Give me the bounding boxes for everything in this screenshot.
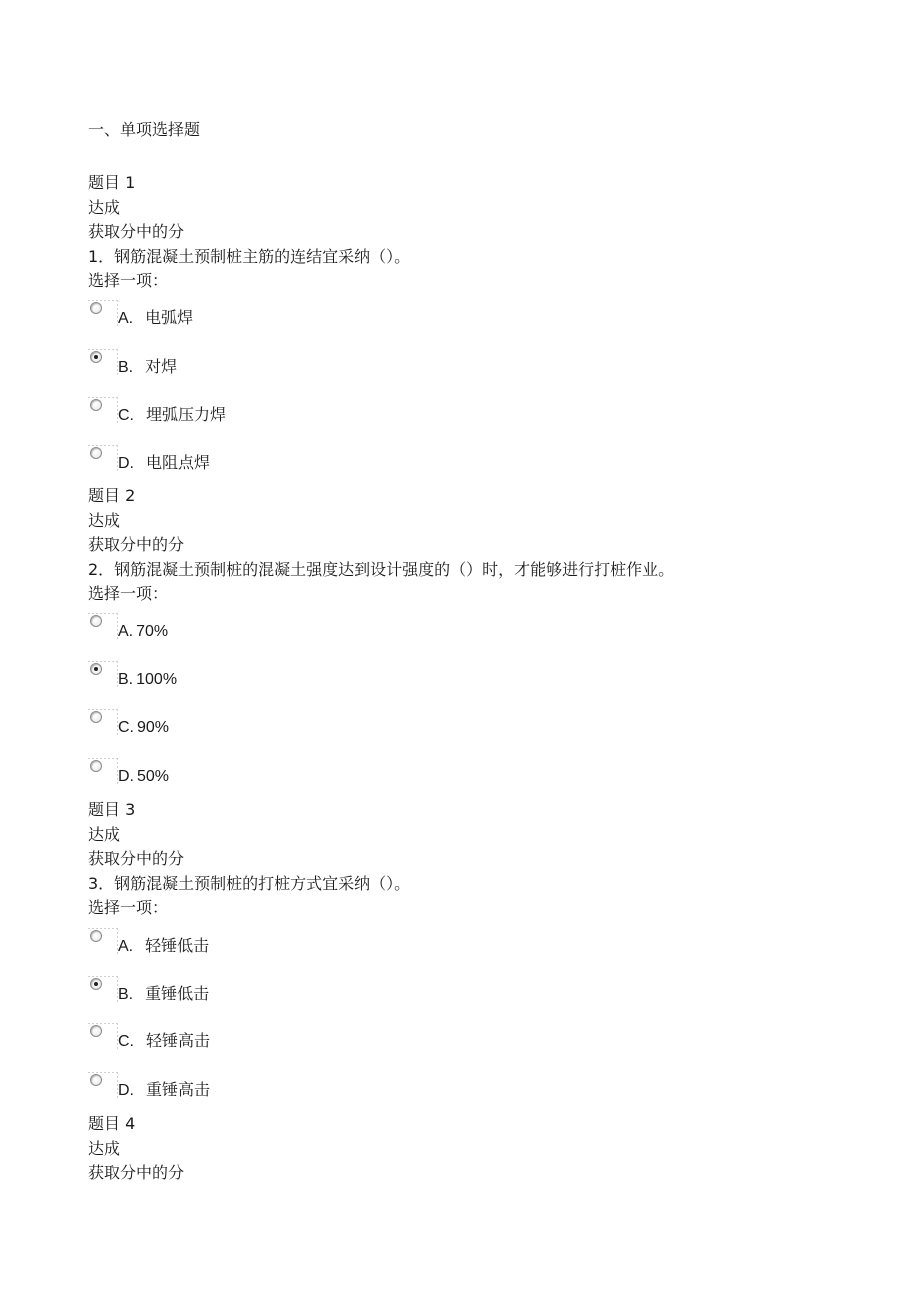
section-title: 一、单项选择题: [88, 120, 201, 139]
question-number: 题目 2: [88, 486, 136, 505]
option-letter: C.: [118, 406, 134, 424]
question-score: 获取分中的分: [88, 535, 185, 554]
option-text: 重锤低击: [145, 983, 210, 1003]
radio-button[interactable]: [90, 1025, 102, 1037]
question-number: 题目 4: [88, 1114, 136, 1133]
option-letter: D.: [118, 454, 134, 472]
radio-frame: [88, 709, 118, 737]
question-number: 题目 1: [88, 173, 136, 192]
radio-button-selected[interactable]: [90, 351, 102, 363]
question-number: 题目 3: [88, 800, 136, 819]
question-score: 获取分中的分: [88, 1163, 185, 1182]
radio-frame: [88, 300, 118, 328]
option-letter: C.: [118, 1032, 134, 1050]
question-1: [88, 171, 888, 472]
radio-button[interactable]: [90, 930, 102, 942]
radio-frame: [88, 976, 118, 1004]
option-text: 100%: [136, 670, 178, 688]
question-text: 1．钢筋混凝土预制桩主筋的连结宜采纳（）。: [88, 246, 411, 266]
option-text: 电阻点焊: [146, 452, 211, 472]
radio-frame: [88, 928, 118, 956]
radio-button-selected[interactable]: [90, 663, 102, 675]
radio-button[interactable]: [90, 615, 102, 627]
option-d[interactable]: [88, 765, 688, 795]
radio-button[interactable]: [90, 760, 102, 772]
option-b[interactable]: [88, 983, 688, 1013]
option-c[interactable]: [88, 1030, 688, 1060]
radio-button-selected[interactable]: [90, 978, 102, 990]
option-a[interactable]: [88, 935, 688, 965]
radio-frame: [88, 349, 118, 377]
option-text: 轻锤高击: [146, 1030, 211, 1050]
question-status: 达成: [88, 510, 121, 530]
option-text: 轻锤低击: [145, 935, 210, 955]
option-text: 电弧焊: [145, 307, 194, 327]
option-text: 70%: [136, 622, 169, 640]
question-status: 达成: [88, 824, 121, 844]
question-prompt: 选择一项：: [88, 584, 169, 603]
radio-button[interactable]: [90, 1074, 102, 1086]
question-prompt: 选择一项：: [88, 898, 169, 917]
question-prompt: 选择一项：: [88, 271, 169, 290]
option-text: 重锤高击: [146, 1079, 211, 1099]
option-letter: B.: [118, 670, 134, 688]
question-text: 2．钢筋混凝土预制桩的混凝土强度达到设计强度的（）时，才能够进行打桩作业。: [88, 559, 675, 579]
question-3: [88, 798, 888, 1099]
option-c[interactable]: [88, 404, 688, 434]
radio-button[interactable]: [90, 447, 102, 459]
option-a[interactable]: [88, 307, 688, 337]
question-status: 达成: [88, 197, 121, 217]
radio-frame: [88, 661, 118, 689]
option-b[interactable]: [88, 356, 688, 386]
radio-frame: [88, 613, 118, 641]
option-letter: D.: [118, 767, 134, 785]
option-d[interactable]: [88, 1079, 688, 1109]
question-2: [88, 484, 888, 785]
radio-button[interactable]: [90, 399, 102, 411]
option-c[interactable]: [88, 716, 688, 746]
option-letter: B.: [118, 358, 134, 376]
radio-frame: [88, 1023, 118, 1051]
radio-button[interactable]: [90, 302, 102, 314]
question-4: [88, 1112, 888, 1186]
question-score: 获取分中的分: [88, 849, 185, 868]
option-letter: D.: [118, 1081, 134, 1099]
option-letter: A.: [118, 937, 134, 955]
question-score: 获取分中的分: [88, 222, 185, 241]
option-letter: A.: [118, 309, 134, 327]
radio-frame: [88, 758, 118, 786]
option-d[interactable]: [88, 452, 688, 482]
option-text: 埋弧压力焊: [146, 404, 227, 424]
option-text: 90%: [137, 718, 170, 736]
option-text: 对焊: [145, 356, 178, 376]
question-text: 3．钢筋混凝土预制桩的打桩方式宜采纳（）。: [88, 873, 411, 893]
radio-frame: [88, 1072, 118, 1100]
question-status: 达成: [88, 1138, 121, 1158]
option-letter: B.: [118, 985, 134, 1003]
option-b[interactable]: [88, 668, 688, 698]
radio-frame: [88, 445, 118, 473]
option-text: 50%: [137, 767, 170, 785]
radio-button[interactable]: [90, 711, 102, 723]
option-a[interactable]: [88, 620, 688, 650]
option-letter: C.: [118, 718, 134, 736]
option-letter: A.: [118, 622, 134, 640]
radio-frame: [88, 397, 118, 425]
